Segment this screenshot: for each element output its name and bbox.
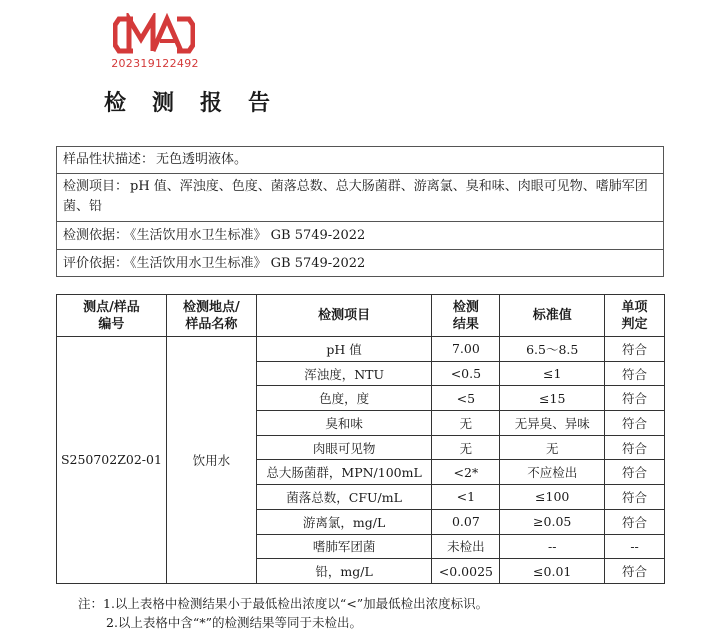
header-standard: 标准值	[500, 295, 605, 337]
sample-name-cell: 饮用水	[166, 337, 256, 584]
result-cell: 7.00	[432, 337, 500, 362]
sample-id-cell: S250702Z02-01	[57, 337, 167, 584]
standard-cell: 无异臭、异味	[500, 411, 605, 436]
standard-cell: 不应检出	[500, 460, 605, 485]
standard-cell: ≤1	[500, 361, 605, 386]
standard-cell: ≤15	[500, 386, 605, 411]
verdict-cell: 符合	[605, 386, 665, 411]
results-table	[56, 294, 665, 584]
footnotes	[78, 594, 488, 632]
table-header-row	[57, 295, 665, 337]
item-cell: 臭和味	[256, 411, 432, 436]
verdict-cell: 符合	[605, 485, 665, 510]
verdict-cell: 符合	[605, 460, 665, 485]
item-cell: pH 值	[256, 337, 432, 362]
result-cell: 无	[432, 411, 500, 436]
verdict-cell: --	[605, 534, 665, 559]
verdict-cell: 符合	[605, 361, 665, 386]
result-cell: 无	[432, 435, 500, 460]
header-location: 检测地点/样品名称	[166, 295, 256, 337]
result-cell: <1	[432, 485, 500, 510]
verdict-cell: 符合	[605, 411, 665, 436]
standard-cell: 无	[500, 435, 605, 460]
info-row-test-items	[57, 173, 663, 221]
item-cell: 总大肠菌群，MPN/100mL	[256, 460, 432, 485]
verdict-cell: 符合	[605, 559, 665, 584]
standard-cell: ≤100	[500, 485, 605, 510]
verdict-cell: 符合	[605, 337, 665, 362]
cma-code: 202319122492	[111, 57, 199, 70]
item-cell: 肉眼可见物	[256, 435, 432, 460]
info-label: 检测项目：	[63, 179, 129, 194]
page-title: 检测报告	[104, 91, 297, 116]
item-cell: 游离氯，mg/L	[256, 509, 432, 534]
footnote-2: 2.以上表格中含“*”的检测结果等同于未检出。	[106, 615, 362, 630]
item-cell: 菌落总数，CFU/mL	[256, 485, 432, 510]
footnote-1: 注：1.以上表格中检测结果小于最低检出浓度以“<”加最低检出浓度标识。	[78, 596, 489, 611]
result-cell: <0.0025	[432, 559, 500, 584]
result-cell: <2*	[432, 460, 500, 485]
result-cell: 未检出	[432, 534, 500, 559]
item-cell: 嗜肺军团菌	[256, 534, 432, 559]
header-verdict: 单项判定	[605, 295, 665, 337]
sample-info-box	[56, 146, 664, 276]
item-cell: 铅，mg/L	[256, 559, 432, 584]
info-row-test-basis	[57, 221, 663, 249]
result-cell: <0.5	[432, 361, 500, 386]
info-value: pH 值、浑浊度、色度、菌落总数、总大肠菌群、游离氯、臭和味、肉眼可见物、嗜肺军团菌、铅	[63, 179, 648, 214]
standard-cell: ≤0.01	[500, 559, 605, 584]
header-sample-id: 测点/样品编号	[57, 295, 167, 337]
info-label: 检测依据：	[63, 228, 129, 243]
verdict-cell: 符合	[605, 435, 665, 460]
header-result: 检测结果	[432, 295, 500, 337]
item-cell: 浑浊度，NTU	[256, 361, 432, 386]
info-label: 评价依据：	[63, 256, 129, 271]
info-box-bottom-rule	[56, 276, 664, 277]
result-cell: 0.07	[432, 509, 500, 534]
info-label: 样品性状描述：	[63, 152, 155, 167]
standard-cell: 6.5～8.5	[500, 337, 605, 362]
table-row	[57, 337, 665, 362]
info-value: 《生活饮用水卫生标准》 GB 5749-2022	[130, 228, 366, 243]
result-cell: <5	[432, 386, 500, 411]
item-cell: 色度，度	[256, 386, 432, 411]
info-row-appearance	[57, 147, 663, 173]
standard-cell: --	[500, 534, 605, 559]
header-item: 检测项目	[256, 295, 432, 337]
verdict-cell: 符合	[605, 509, 665, 534]
info-row-evaluation-basis	[57, 249, 663, 277]
info-value: 无色透明液体。	[156, 152, 248, 167]
standard-cell: ≥0.05	[500, 509, 605, 534]
info-value: 《生活饮用水卫生标准》 GB 5749-2022	[130, 256, 366, 271]
